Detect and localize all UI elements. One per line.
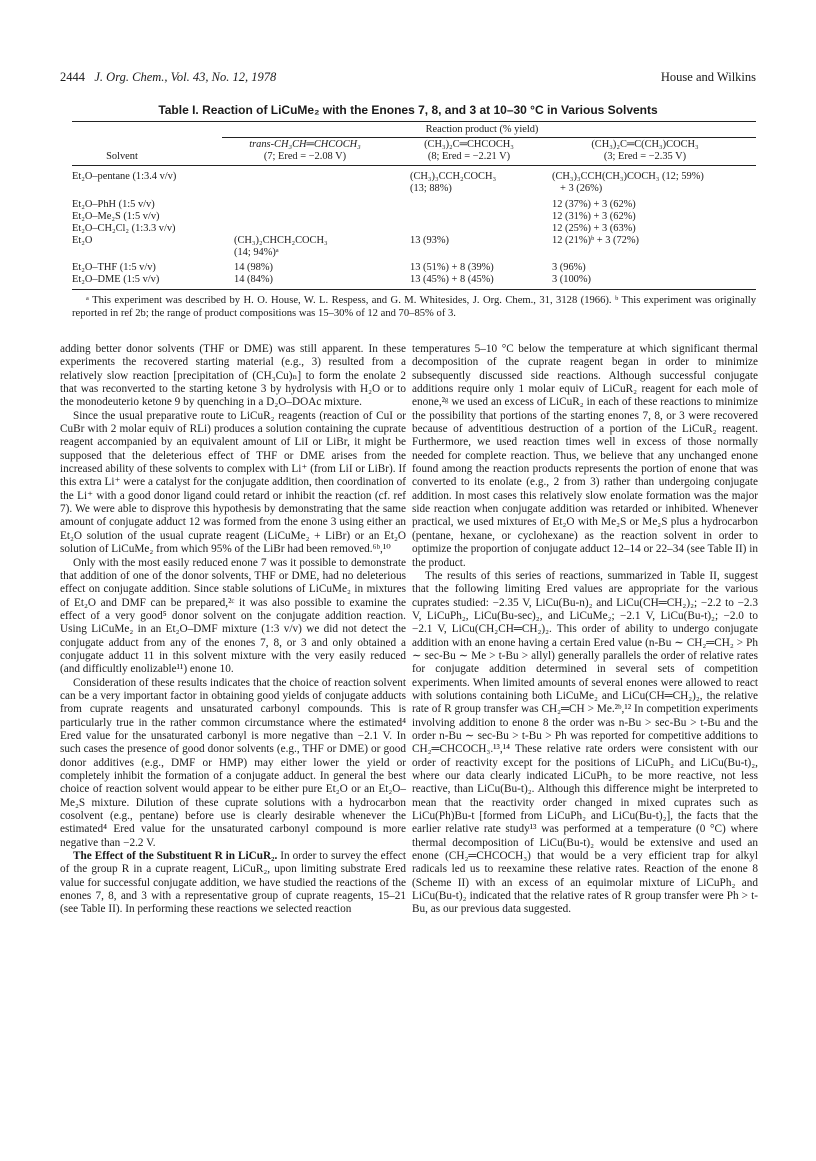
table-row-solvent: Et₂O bbox=[72, 235, 93, 246]
right-column bbox=[412, 343, 758, 917]
col-header-1a: trans-CH₃CH═CHCOCH₃ bbox=[249, 139, 361, 150]
table-row-solvent: Et₂O–PhH (1:5 v/v) bbox=[72, 199, 155, 210]
header-bottom-rule bbox=[72, 165, 756, 166]
col-header-3b: (3; Ered = −2.35 V) bbox=[603, 151, 687, 162]
table-row-solvent: Et₂O–pentane (1:3.4 v/v) bbox=[72, 171, 177, 182]
group-rule bbox=[222, 137, 756, 138]
table-cell: (14; 94%)ᵃ bbox=[234, 247, 279, 258]
paragraph: Consideration of these results indicates that the choice of reaction solvent can be a very important factor in obtaining good yields of conjugate adducts from cuprate reagents and unsaturated carbonyl compounds. This is particularly true in the rather common circumstance where the estimated⁴ Ered value for the unsaturated carbonyl is more negative than −2.1 V. In such cases the presence of good donor solvents (e.g., THF or DME) or good donor additives (e.g., DMF or HMP) may either lower the yield or completely inhibit the formation of a conjugate adduct. In general the best choice of reaction solvent would appear to be either pure Et₂O or an Et₂O–Me₂S mixture. Dilution of these cuprate solutions with a hydrocarbon cosolvent (e.g., pentane) before use is clearly desirable whenever the estimated⁴ Ered value for the unsaturated carbonyl compound is more negative than −2.2 V. bbox=[60, 676, 406, 849]
table-cell: 3 (100%) bbox=[552, 274, 591, 285]
table-footnote: ᵃ This experiment was described by H. O. House, W. L. Respess, and G. M. Whitesides, J. Org. Chem., 31, 3128 (1966). ᵇ This experiment was originally reported in ref 2b; the range of product compositions was 15–30% of 12 and 70–85% of 3. bbox=[72, 295, 756, 319]
table-cell: (CH₃)₂CHCH₂COCH₃ bbox=[234, 235, 328, 246]
table-cell: 13 (93%) bbox=[410, 235, 449, 246]
header-authors: House and Wilkins bbox=[660, 70, 756, 84]
table-cell: 14 (84%) bbox=[234, 274, 273, 285]
table-cell: 12 (37%) + 3 (62%) bbox=[552, 199, 636, 210]
paragraph: adding better donor solvents (THF or DME) was still apparent. In these experiments the recovered starting material (e.g., 3) resulted from a relatively slow reaction [precipitation of (CH₃Cu)ₙ] to form the enolate 2 that was reconverted to the starting ketone 3 by hydrolysis with H₂O or to the monodeuterio ketone 9 by quenching in a D₂O–DOAc mixture. bbox=[60, 343, 406, 409]
table-row-solvent: Et₂O–CH₂Cl₂ (1:3.3 v/v) bbox=[72, 223, 176, 234]
col-header-3a: (CH₃)₂C═C(CH₃)COCH₃ bbox=[591, 139, 699, 150]
table-cell: (CH₃)₃CCH(CH₃)COCH₃ (12; 59%) bbox=[552, 171, 704, 182]
table-row-solvent: Et₂O–THF (1:5 v/v) bbox=[72, 262, 156, 273]
table-cell: + 3 (26%) bbox=[560, 183, 603, 194]
table-cell: 3 (96%) bbox=[552, 262, 586, 273]
page-number: 2444 bbox=[60, 70, 85, 84]
table-cell: 13 (45%) + 8 (45%) bbox=[410, 274, 494, 285]
paragraph: Only with the most easily reduced enone 7 was it possible to demonstrate that addition of one of the donor solvents, THF or DME, had no deleterious effect on conjugate addition. Since stable solutions of LiCuMe₂ in mixtures of Et₂O and DMF can be prepared,²ᶜ it was also possible to examine the effect of a very good⁵ donor solvent on the conjugate addition reaction. Using LiCuMe₂ in an Et₂O–DMF mixture (1:3 v/v) we did not detect the conjugate adduct from any of the enones 7, 8, or 3 and only obtained a conjugate adduct 11 in this solvent mixture with the very easily reduced (and difficultly enolizable¹¹) enone 10. bbox=[60, 556, 406, 676]
paragraph-text: In order to survey the effect of the group R in a cuprate reagent, LiCuR₂, upon limiting substrate Ered value for successful conjugate addition, we have studied the reactions of the enones 7, 8, and 3 with a representative group of cuprate reagents, 15–21 (see Table II). In performing these reactions we selected reaction bbox=[60, 850, 406, 916]
running-header bbox=[60, 70, 756, 88]
table-cell: 12 (21%)ᵇ + 3 (72%) bbox=[552, 235, 639, 246]
solvent-header: Solvent bbox=[106, 151, 138, 162]
left-column bbox=[60, 343, 406, 917]
paragraph: temperatures 5–10 °C below the temperature at which significant thermal decomposition of the cuprate reagent began in order to minimize subsequently discussed side reactions. Although successful conjugate additions require only 1 molar equiv of LiCuR₂ reagent for each mole of enone,²ᵍ we used an excess of LiCuR₂ in each of these reactions to minimize the possibility that portions of the starting enones 7, 8, or 3 were recovered because of adventitious destruction of a portion of the LiCuR₂ reagent. Furthermore, we used reaction times well in excess of those normally needed for complete reaction. Thus, we believe that any unchanged enone found among the reaction products represents the portion of enone that was converted to its enolate (e.g., 2 from 3) rather than undergoing conjugate addition. In most cases this relatively slow enolate formation was the major side reaction when conjugate addition was retarded or inhibited. Whenever practical, we used mixtures of Et₂O with Me₂S or Me₂S plus a hydrocarbon (pentane, hexane, or cyclohexane) as the reaction solvent in order to optimize the proportion of conjugate adduct 12–14 or 22–34 (see Table II) in the product. bbox=[412, 343, 758, 569]
paragraph bbox=[60, 850, 406, 917]
table-cell: 12 (31%) + 3 (62%) bbox=[552, 211, 636, 222]
table-row-solvent: Et₂O–DME (1:5 v/v) bbox=[72, 274, 160, 285]
col-header-1b: (7; Ered = −2.08 V) bbox=[263, 151, 347, 162]
table-cell: (CH₃)₃CCH₂COCH₃ bbox=[410, 171, 497, 182]
col-header-2a: (CH₃)₂C═CHCOCH₃ bbox=[424, 139, 514, 150]
table-cell: (13; 88%) bbox=[410, 183, 452, 194]
section-heading: The Effect of the Substituent R in LiCuR₂. bbox=[73, 850, 278, 863]
table-cell: 13 (51%) + 8 (39%) bbox=[410, 262, 494, 273]
paragraph: The results of this series of reactions, summarized in Table II, suggest that the following limiting Ered values are appropriate for the various cuprates studied: −2.35 V, LiCu(Bu-n)₂ and LiCu(CH═CH₂)₂; −2.2 to −2.3 V, LiCuPh₂, LiCu(Bu-sec)₂, and LiCuMe₂; −2.1 V, LiCu(Bu-t)₂; −2.0 to −2.1 V, LiCu(CH₂CH═CH₂)₂. This order of ability to undergo conjugate addition with an enone having a certain Ered value (n-Bu ∼ CH₂═CH₂ > Ph ∼ sec-Bu ∼ Me > t-Bu > allyl) generally parallels the order of relative rates for conjugate addition determined in several sets of competition experiments. When limited amounts of several enones were allowed to react with solutions containing both LiCuMe₂ and LiCu(CH═CH₂)₂, the relative rate of R group transfer was CH₂═CH > Me.²ᵇ,¹² In competition experiments involving addition to enone 8 the order was n-Bu > sec-Bu > t-Bu and the order n-Bu ∼ sec-Bu > t-Bu > Ph was reported for competitive additions to CH₂═CHCOCH₃.¹³,¹⁴ These relative rate orders were consistent with our order of reactivity except for the positions of LiCuPh₂ and LiCu(Bu-t)₂, where our data clearly indicated LiCuPh₂ to be more reactive, not less reactive, than LiCu(Bu-t)₂. Although this difference might be interpreted to mean that the reactivity order changed in mixed cuprates such as LiCu(Ph)Bu-t [formed from LiCuPh₂ and LiCu(Bu-t)₂], the facts that the earlier relative rate study¹³ was performed at a temperature (0 °C) where thermal decomposition of LiCu(Bu-t)₂ would be extensive and used an enone (CH₂═CHCOCH₃) that would be a very efficient trap for alkyl radicals led us to reexamine these relative rates. Reaction of the enone 8 (Scheme II) with an excess of an equimolar mixture of LiCuPh₂ and LiCu(Bu-t)₂ indicated that the relative rates of R group transfer were Ph > t-Bu, as our previous data suggested. bbox=[412, 569, 758, 916]
table-caption: Table I. Reaction of LiCuMe₂ with the Enones 7, 8, and 3 at 10–30 °C in Various Solvents bbox=[158, 103, 658, 117]
journal-citation: J. Org. Chem., Vol. 43, No. 12, 1978 bbox=[94, 70, 277, 84]
col-header-2b: (8; Ered = −2.21 V) bbox=[427, 151, 511, 162]
table-cell: 14 (98%) bbox=[234, 262, 273, 273]
table-row-solvent: Et₂O–Me₂S (1:5 v/v) bbox=[72, 211, 160, 222]
paragraph: Since the usual preparative route to LiCuR₂ reagents (reaction of CuI or CuBr with 2 molar equiv of RLi) produces a solution containing the cuprate reagent accompanied by an equivalent amount of LiI or LiBr, it might be supposed that the deleterious effect of THF or DME arises from the increased ability of these solvents to complex with Li⁺ (from LiI or LiBr). If this extra Li⁺ were a catalyst for the conjugate addition, then coordination of the Li⁺ with a good donor ligand could retard or inhibit the reaction (cf. ref 7). We were able to disprove this hypothesis by demonstrating that the same amount of conjugate adduct 12 was formed from the enone 3 using either an Et₂O solution of the usual cuprate reagent (LiCuMe₂ + LiBr) or an Et₂O solution of LiCuMe₂ from which 95% of the LiBr had been removed.⁶ᵇ,¹⁰ bbox=[60, 409, 406, 556]
table-cell: 12 (25%) + 3 (63%) bbox=[552, 223, 636, 234]
group-header: Reaction product (% yield) bbox=[425, 124, 539, 135]
header-left bbox=[60, 70, 276, 85]
table-top-rule bbox=[72, 121, 756, 122]
table-bottom-rule bbox=[72, 289, 756, 290]
